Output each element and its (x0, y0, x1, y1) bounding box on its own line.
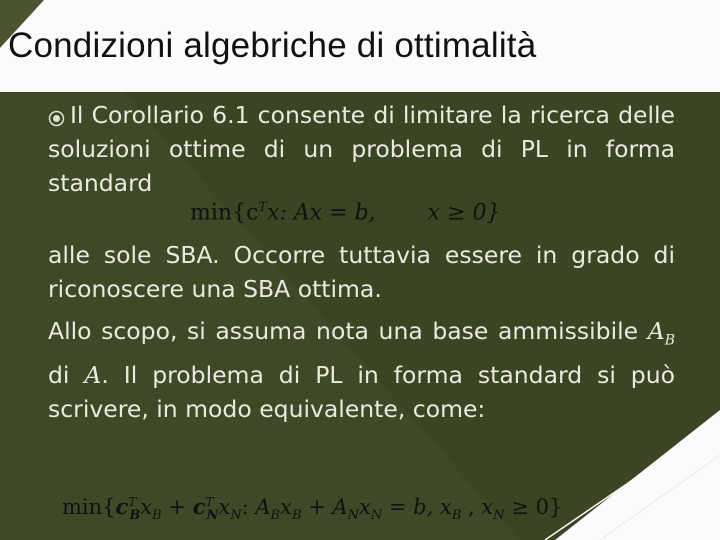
f2-cB-T: T (128, 495, 137, 509)
f2-plus: + (161, 495, 193, 519)
f2-AB-B: B (270, 508, 281, 524)
f2-xN2-N: N (370, 508, 383, 524)
f2-cN: c (192, 494, 206, 519)
basis-text-c: . Il problema di PL in forma standard si può scrivere, in modo equivalente, come: (48, 360, 675, 423)
f2-xN3: x (481, 495, 494, 519)
f2-min: min{ (62, 495, 116, 519)
slide-title: Condizioni algebriche di ottimalità (8, 26, 537, 65)
formula-standard-form (190, 200, 501, 225)
basis-text-b: di (48, 360, 85, 389)
paragraph-intro: Il Corollario 6.1 consente di limitare la ricerca delle soluzioni ottime di un problema di PL in forma standard (48, 101, 675, 197)
f2-eq-b: = b, (382, 495, 440, 519)
formula-min-c: min{c (190, 200, 259, 226)
f2-xN-N: N (230, 508, 242, 524)
f2-cB: c (115, 494, 129, 519)
f2-cN-N: N (206, 508, 219, 524)
basis-matrix-ab: A (647, 317, 665, 345)
formula-partitioned-form (62, 494, 562, 524)
f2-AN-N: N (347, 508, 360, 524)
f2-xB: x (140, 495, 153, 519)
f2-xB2-B: B (291, 508, 302, 524)
paragraph-basis (48, 314, 675, 426)
f2-plus2: + (301, 495, 333, 519)
f2-xB-B: B (152, 508, 162, 524)
f2-geq: ≥ 0} (504, 495, 563, 519)
f2-comma: , (461, 495, 482, 519)
formula-nonnegativity: x ≥ 0} (427, 200, 501, 226)
f2-cB-B: B (129, 508, 141, 524)
f2-xN: x (218, 495, 231, 519)
basis-text-a: Allo scopo, si assuma nota una base ammissibile (48, 317, 648, 345)
f2-AN: A (332, 495, 348, 519)
f2-xB3: x (439, 495, 452, 519)
paragraph-sba: alle sole SBA. Occorre tuttavia essere in grado di riconoscere una SBA ottima. (48, 241, 675, 303)
f2-colon: : (241, 495, 256, 519)
basis-matrix-a: A (84, 360, 102, 389)
basis-matrix-ab-sub: B (664, 332, 675, 349)
f2-AB: A (255, 495, 271, 519)
formula-transpose: T (258, 200, 268, 215)
f2-xB3-B: B (451, 508, 462, 524)
formula-constraint: x: Ax = b, (267, 200, 376, 226)
f2-cN-T: T (205, 495, 214, 509)
f2-xN2: x (359, 495, 371, 519)
f2-xB2: x (280, 495, 292, 519)
f2-xN3-N: N (493, 508, 505, 524)
